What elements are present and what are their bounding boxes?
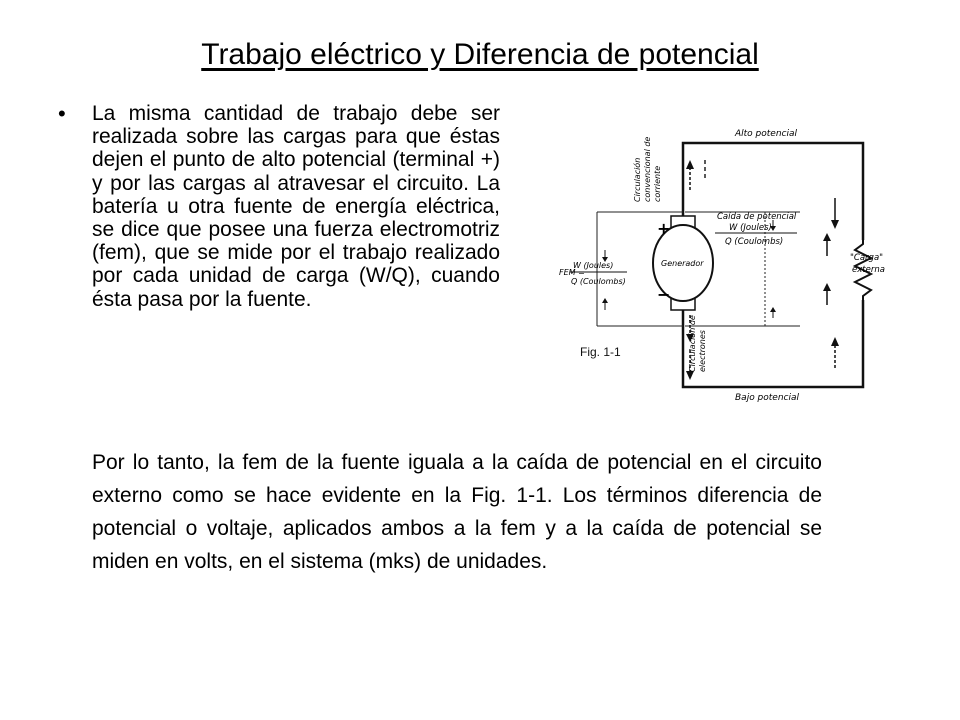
circuit-diagram: [559, 120, 905, 412]
label-caida-den: Q (Coulombs): [725, 237, 784, 247]
slide-title: Trabajo eléctrico y Diferencia de potencial: [201, 38, 759, 71]
label-externa: externa: [852, 265, 885, 275]
label-alto-potencial: Alto potencial: [735, 129, 798, 139]
body-paragraph: Por lo tanto, la fem de la fuente iguala a la caída de potencial en el circuito externo como se hace evidente en la Fig. 1-1. Los términos diferencia de potencial o voltaje, aplicados ambos a la fem y a la caída de potencial se miden en volts, en el sistema (mks) de unidades.: [92, 451, 822, 573]
label-plus: +: [657, 219, 671, 238]
label-generador: Generador: [661, 259, 704, 268]
label-conv-2: convencional de: [643, 136, 652, 202]
label-fem-den: Q (Coulombs): [571, 277, 626, 286]
bullet-item: [58, 102, 500, 311]
label-carga: "Carga": [850, 253, 884, 263]
circuit-figure: [559, 120, 905, 412]
label-elec-1: Circulación de: [688, 315, 697, 372]
arrow-up-icon: [831, 337, 839, 346]
label-minus: −: [657, 285, 671, 304]
arrow-up-icon: [686, 160, 694, 169]
label-caida-num: W (Joules): [729, 223, 772, 233]
bullet-text: La misma cantidad de trabajo debe ser realizada sobre las cargas para que éstas dejen el punto de alto potencial (terminal +) y por las cargas al atravesar el circuito. La batería u otra fuente de energía eléctrica, se dice que posee una fuerza electromotriz (fem), que se mide por el trabajo realizado por cada unidad de carga (W/Q), cuando ésta pasa por la fuente.: [92, 102, 500, 311]
label-elec-2: electrones: [698, 330, 707, 372]
label-bajo-potencial: Bajo potencial: [735, 393, 800, 403]
label-conv-3: corriente: [653, 165, 662, 202]
label-conv-1: Circulación: [633, 157, 642, 202]
label-fem: FEM =: [559, 268, 585, 277]
label-caida: Caída de potencial: [717, 212, 797, 222]
arrow-down-icon: [831, 220, 839, 229]
label-fem-num: W (Joules): [573, 261, 614, 270]
bullet-marker: •: [58, 101, 66, 126]
figure-caption: Fig. 1-1: [580, 345, 621, 359]
